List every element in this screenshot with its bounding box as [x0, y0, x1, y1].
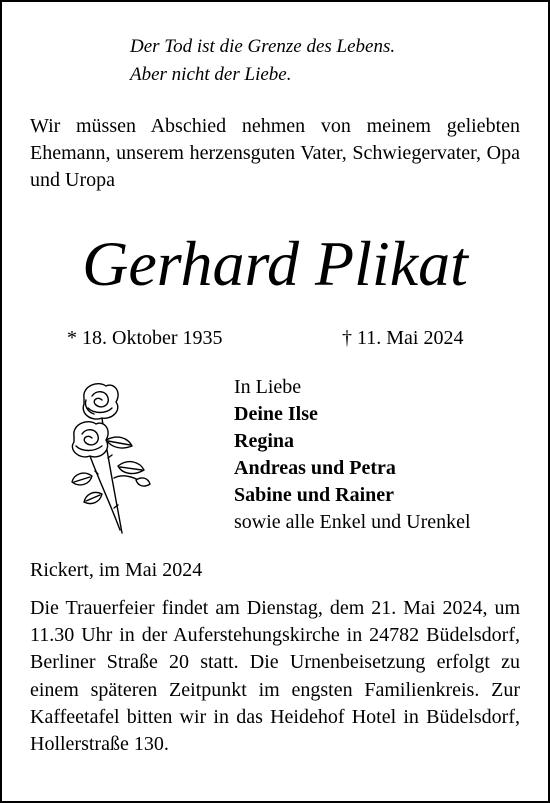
place-date: Rickert, im Mai 2024: [30, 559, 203, 581]
mourners-others: sowie alle Enkel und Urenkel: [234, 511, 471, 533]
birth-date: * 18. Oktober 1935: [67, 327, 223, 349]
intro-text: Wir müssen Abschied nehmen von meinem geliebten Ehemann, unserem herzensguten Vater, Schwiegervater, Opa und Uropa: [30, 115, 520, 191]
mourner-name: Sabine und Rainer: [234, 484, 395, 506]
mourner-name: Deine Ilse: [234, 403, 318, 425]
death-date: † 11. Mai 2024: [342, 327, 464, 349]
rose-icon: [62, 378, 152, 538]
mourner-name: Andreas und Petra: [234, 457, 396, 479]
motto: [130, 33, 395, 89]
motto-line-1: Der Tod ist die Grenze des Lebens.: [130, 36, 396, 57]
mourner-name: Regina: [234, 430, 294, 452]
motto-line-2: Aber nicht der Liebe.: [130, 64, 292, 85]
mourners-list: [234, 374, 471, 536]
funeral-details: Die Trauerfeier findet am Dienstag, dem 21. Mai 2024, um 11.30 Uhr in der Auferstehungskirche in 24782 Büdelsdorf, Berliner Straße 20 statt. Die Urnenbeisetzung erfolgt zu einem späteren Zeitpunkt im engsten Familienkreis. Zur Kaffeetafel bitten wir in das Heidehof Hotel in Büdelsdorf, Hollerstraße 130.: [30, 597, 520, 756]
mourners-lead: In Liebe: [234, 376, 302, 398]
deceased-name: Gerhard Plikat: [82, 228, 468, 299]
